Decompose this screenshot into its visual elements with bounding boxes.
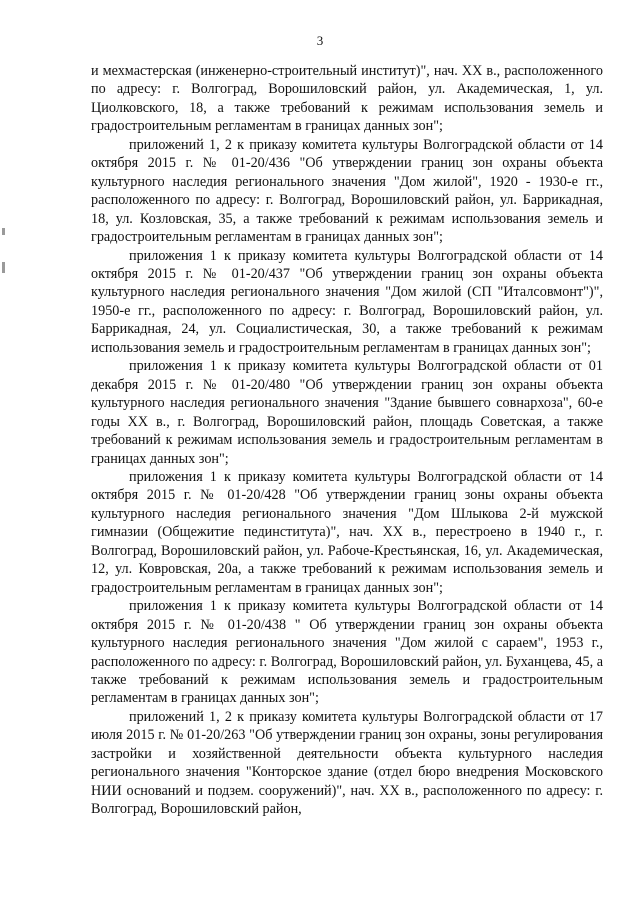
paragraph: приложений 1, 2 к приказу комитета культуры Волгоградской области от 17 июля 2015 г. № 01-20/263 "Об утверждении границ зон охраны, зоны регулирования застройки и хозяйственной деятельности объекта культурного наследия регионального значения "Конторское здание (отдел бюро внедрения Московского НИИ оснований и подзем. сооружений)", нач. XX в., расположенного по адресу: г. Волгоград, Ворошиловский район, — [91, 708, 603, 818]
paragraph: приложения 1 к приказу комитета культуры Волгоградской области от 14 октября 2015 г. № 01-20/437 "Об утверждении границ зон охраны объекта культурного наследия регионального значения "Дом жилой (СП "Италсовмонт")", 1950-е гг., расположенного по адресу: г. Волгоград, Ворошиловский район, ул. Баррикадная, 24, ул. Социалистическая, 30, а также требований к режимам использования земель и градостроительным регламентам в границах данных зон"; — [91, 247, 603, 356]
paragraph: и мехмастерская (инженерно-строительный институт)", нач. XX в., расположенного по адресу: г. Волгоград, Ворошиловский район, ул. Академическая, 1, ул. Циолковского, 18, а также требований к режимам использования земель и градостроительным регламентам в границах данных зон"; — [91, 63, 603, 135]
paragraph: приложения 1 к приказу комитета культуры Волгоградской области от 01 декабря 2015 г. № 01-20/480 "Об утверждении границ зон охраны объекта культурного наследия регионального значения "Здание бывшего совнархоза", 60-е годы XX в., г. Волгоград, Ворошиловский район, площадь Советская, а также требований к режимам использования земель и градостроительным регламентам в границах данных зон"; — [91, 358, 603, 467]
paragraph: приложения 1 к приказу комитета культуры Волгоградской области от 14 октября 2015 г. № 01-20/438 " Об утверждении границ зон охраны объекта культурного наследия регионального значения "Дом жилой с сараем", 1953 г., расположенного по адресу: г. Волгоград, Ворошиловский район, ул. Буханцева, 45, а также требований к режимам использования земель и градостроительным регламентам в границах данных зон"; — [91, 598, 603, 707]
paragraph: приложений 1, 2 к приказу комитета культуры Волгоградской области от 14 октября 2015 г. № 01-20/436 "Об утверждении границ зон охраны объекта культурного наследия регионального значения "Дом жилой", 1920 - 1930-е гг., расположенного по адресу: г. Волгоград, Ворошиловский район, ул. Баррикадная, 18, ул. Козловская, 35, а также требований к режимам использования земель и градостроительным регламентам в границах данных зон"; — [91, 136, 603, 246]
scan-mark — [2, 262, 5, 273]
body-text — [91, 62, 603, 819]
page-number: 3 — [316, 33, 324, 48]
scan-mark — [2, 228, 5, 235]
paragraph: приложения 1 к приказу комитета культуры Волгоградской области от 14 октября 2015 г. № 01-20/428 "Об утверждении границ зоны охраны объекта культурного наследия регионального значения "Дом Шлыкова 2-й мужской гимназии (Общежитие пединститута)", нач. XX в., перестроено в 1940 г., г. Волгоград, Ворошиловский район, ул. Рабоче-Крестьянская, 16, ул. Академическая, 12, ул. Ковровская, 20а, а также требований к режимам использования земель и градостроительным регламентам в границах данных зон"; — [91, 468, 603, 596]
